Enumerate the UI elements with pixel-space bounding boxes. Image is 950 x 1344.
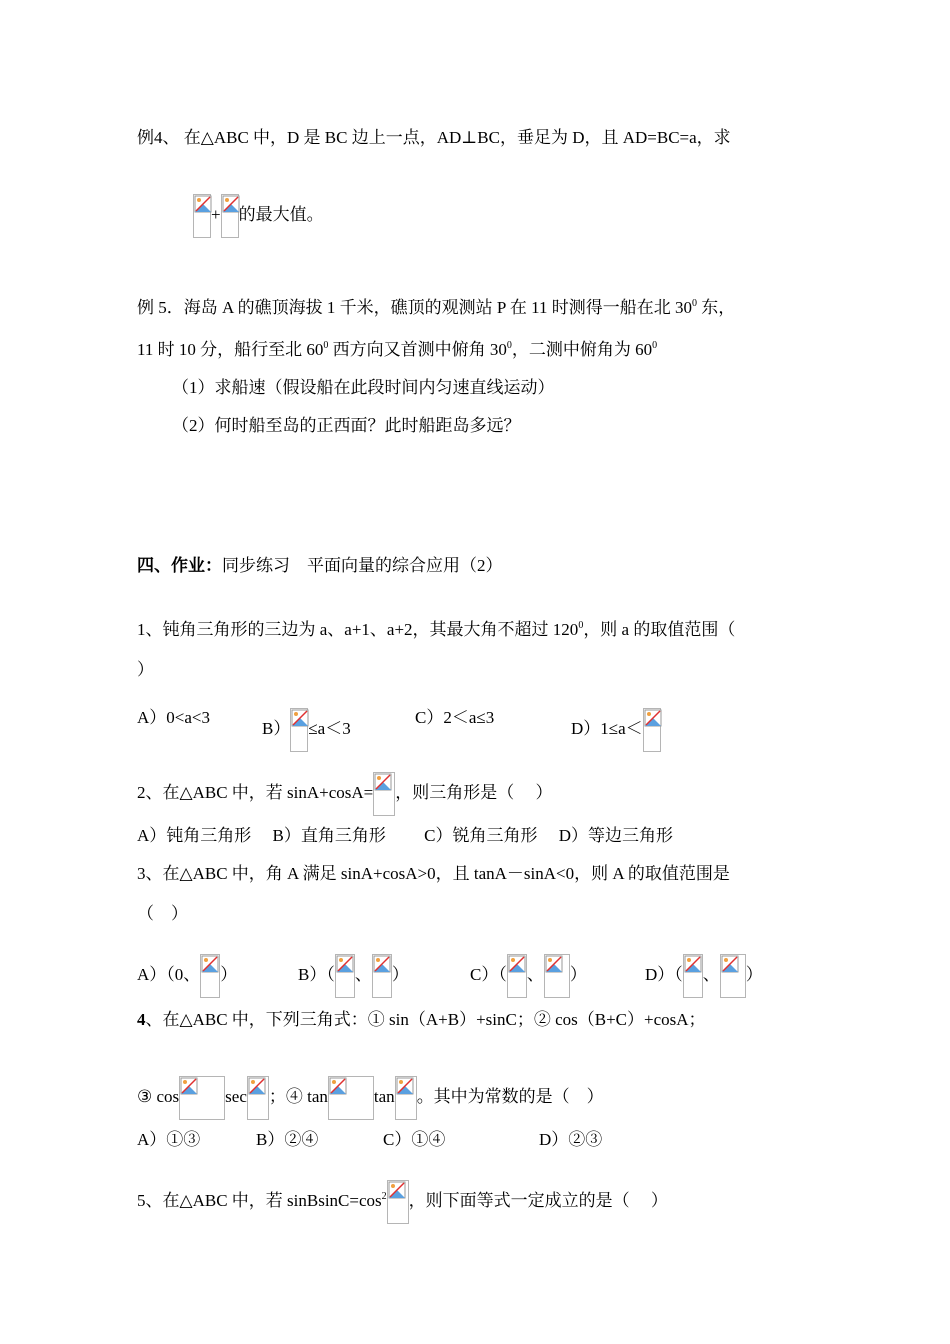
problem-2-options: A）钝角三角形 B）直角三角形 C）锐角三角形 D）等边三角形 [137, 826, 673, 845]
problem-3-option-c: C）（ 、 ） [470, 954, 587, 998]
formula-image-icon [193, 194, 211, 238]
formula-image-icon [247, 1076, 269, 1120]
formula-image-icon [507, 954, 527, 998]
problem-3-option-d: D）（ 、 ） [645, 954, 763, 998]
homework-heading: 四、作业：同步练习 平面向量的综合应用（2） [137, 556, 503, 575]
formula-image-icon [683, 954, 703, 998]
problem-4-line-1: 4、在△ABC 中，下列三角式：① sin（A+B）+sinC；② cos（B+C）+cosA； [137, 1010, 706, 1029]
problem-4-line-2: ③ cos sec ；④ tan tan 。其中为常数的是（ ） [137, 1076, 604, 1120]
problem-1-option-a: A）0<a<3 [137, 708, 210, 727]
problem-4-option-b: B）②④ [256, 1130, 319, 1149]
formula-image-icon [221, 194, 239, 238]
formula-image-icon [387, 1180, 409, 1224]
problem-1-line-2: ） [137, 660, 154, 679]
formula-image-icon [179, 1076, 225, 1120]
formula-image-icon [720, 954, 746, 998]
problem-1-option-d: D）1≤a＜ [571, 708, 661, 752]
formula-image-icon [373, 772, 395, 816]
problem-3-option-a: A）（0、 ） [137, 954, 237, 998]
example-5-line-2: 11 时 10 分，船行至北 $60^0$ 西方向又首测中俯角 $30^0$，二测中俯角为 $60^0$ [137, 340, 658, 359]
example-4-tail: 的最大值。 [238, 205, 324, 224]
formula-image-icon [395, 1076, 417, 1120]
formula-image-icon [372, 954, 392, 998]
problem-4-option-d: D）②③ [539, 1130, 603, 1149]
problem-4-option-c: C）①④ [383, 1130, 446, 1149]
problem-1-option-c: C）2＜a≤3 [415, 708, 495, 727]
problem-3-line-1: 3、在△ABC 中，角 A 满足 sinA+cosA>0，且 tanA－sinA<0，则 A 的取值范围是 [137, 864, 730, 883]
formula-image-icon [335, 954, 355, 998]
problem-1-option-b: B） ≤a＜3 [262, 708, 351, 752]
problem-3-line-2: （ ） [137, 904, 188, 923]
example-4-line-2 [193, 194, 324, 238]
problem-2-line-1: 2、在△ABC 中，若 sinA+cosA= ，则三角形是（ ） [137, 772, 553, 816]
example-5-question-1: （1）求船速（假设船在此段时间内匀速直线运动） [172, 378, 555, 397]
example-5-question-2: （2）何时船至岛的正西面？此时船距岛多远？ [172, 416, 521, 435]
formula-image-icon [643, 708, 661, 752]
formula-image-icon [544, 954, 570, 998]
plus-sign: + [211, 205, 221, 224]
example-5-line-1: 例 5．海岛 A 的礁顶海拔 1 千米，礁顶的观测站 P 在 11 时测得一船在北 $30^0$ 东， [137, 298, 736, 317]
formula-image-icon [328, 1076, 374, 1120]
problem-3-option-b: B）（ 、 ） [298, 954, 409, 998]
problem-4-option-a: A）①③ [137, 1130, 201, 1149]
example-4-line-1: 例4、 在△ABC 中，D 是 BC 边上一点，AD⊥BC，垂足为 D，且 AD=BC=a，求 [137, 128, 731, 147]
formula-image-icon [290, 708, 308, 752]
formula-image-icon [200, 954, 220, 998]
problem-1-line-1: 1、钝角三角形的三边为 a、a+1、a+2，其最大角不超过 $120^0$，则 a 的取值范围（ [137, 620, 736, 639]
problem-5-line-1: 5、在△ABC 中，若 $sinBsinC=\cos^2$ ，则下面等式一定成立的是（ ） [137, 1180, 668, 1224]
